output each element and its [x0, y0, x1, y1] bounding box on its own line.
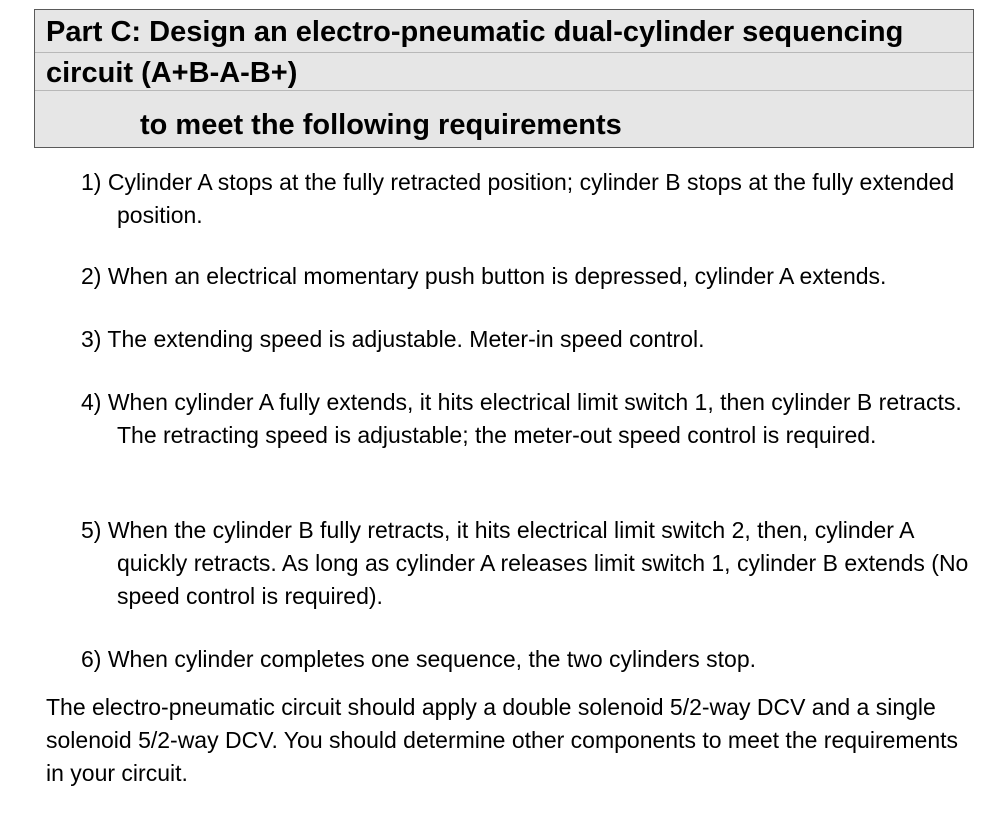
page-title: Part C: Design an electro-pneumatic dual-cylinder sequencing circuit (A+B-A-B+) [46, 16, 904, 89]
requirement-item: 1) Cylinder A stops at the fully retracted position; cylinder B stops at the fully extended position. [81, 169, 955, 228]
requirement-item: 5) When the cylinder B fully retracts, it hits electrical limit switch 2, then, cylinder A quickly retracts. As long as cylinder A releases limit switch 1, cylinder B extends (No speed control is required). [81, 517, 969, 609]
requirement-item: 2) When an electrical momentary push button is depressed, cylinder A extends. [81, 263, 887, 289]
page-subtitle: to meet the following requirements [140, 109, 622, 141]
footer-paragraph: The electro-pneumatic circuit should apply a double solenoid 5/2-way DCV and a single solenoid 5/2-way DCV. You should determine other components to meet the requirements in your circuit. [46, 694, 959, 786]
header-box [34, 9, 974, 148]
requirement-item: 3) The extending speed is adjustable. Meter-in speed control. [81, 326, 705, 352]
requirement-item: 6) When cylinder completes one sequence, the two cylinders stop. [81, 646, 757, 672]
requirement-item: 4) When cylinder A fully extends, it hits electrical limit switch 1, then cylinder B retracts. The retracting speed is adjustable; the meter-out speed control is required. [81, 389, 962, 448]
